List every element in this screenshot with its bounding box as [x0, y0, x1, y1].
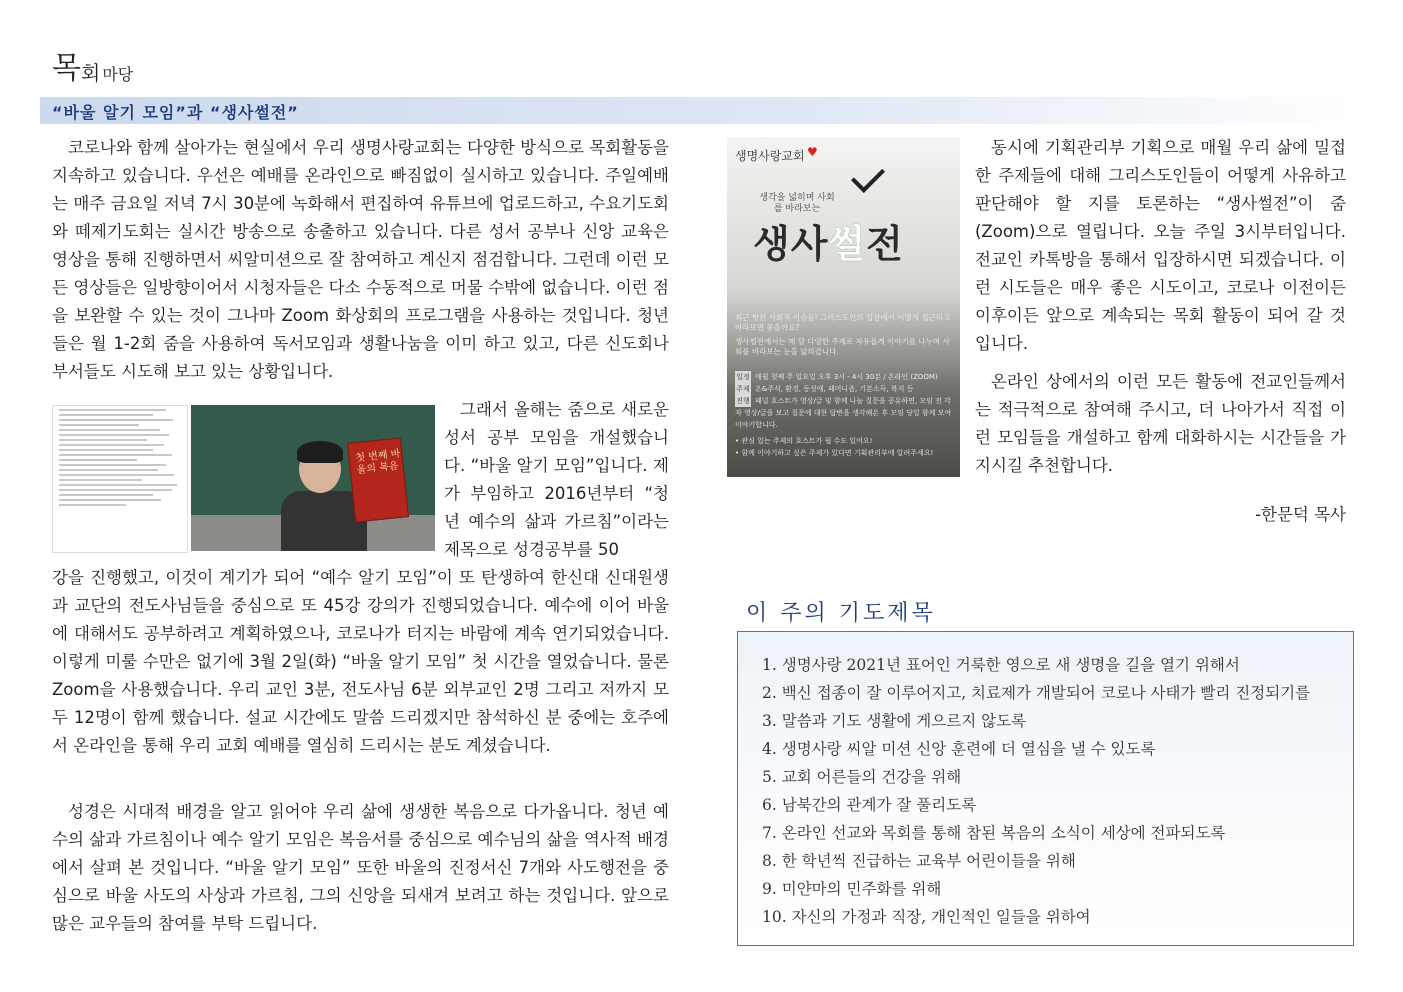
- article-subtitle: “바울 알기 모임”과 “생사썰전”: [52, 103, 299, 122]
- prayer-item: 1. 생명사랑 2021년 표어인 거룩한 영으로 새 생명을 길을 열기 위해서: [762, 656, 1240, 674]
- section-title-big: 목: [52, 51, 81, 86]
- prayer-box: [737, 631, 1354, 946]
- prayer-item: 10. 자신의 가정과 직장, 개인적인 일들을 위하여: [762, 908, 1091, 926]
- poster-tagline: 생각을 넓히며 사회를 바라보는: [759, 193, 835, 214]
- prayer-item: 7. 온라인 선교와 목회를 통해 참된 복음의 소식이 세상에 전파되도록: [762, 824, 1226, 842]
- poster-church-name: 생명사랑교회: [735, 149, 805, 163]
- prayer-item: 3. 말씀과 기도 생활에 게으르지 않도록: [762, 712, 1027, 730]
- prayer-item: 6. 남북간의 관계가 잘 풀리도록: [762, 796, 977, 814]
- section-title-mid: 회: [80, 61, 101, 85]
- article-paragraph-2-start: 그래서 올해는 줌으로 새로운 성서 공부 모임을 개설했습니다. “바울 알기 모임”입니다. 제가 부임하고 2016년부터 “청년 예수의 삶과 가르침”이라는 제목으로 성경공부를 50: [444, 400, 669, 559]
- prayer-item: 4. 생명사랑 씨알 미션 신앙 훈련에 더 열심을 낼 수 있도록: [762, 740, 1156, 758]
- article-paragraph-2-cont: 강을 진행했고, 이것이 계기가 되어 “예수 알기 모임”이 또 탄생하여 한신대 신대원생과 교단의 전도사님들을 중심으로 또 45강 강의가 진행되었습니다. 예수에 이어 바울에 대해서도 공부하려고 계획하였으나, 코로나가 터지는 바람에 계속 연기되었습니다. 이렇게 미룰 수만은 없기에 3월 2일(화) “바울 알기 모임” 첫 시간을 열었습니다. 물론 Zoom을 사용했습니다. 우리 교인 3분, 전도사님 6분 외부교인 2명 그리고 저까지 모두 12명이 함께 했습니다. 설교 시간에도 말씀 드리겠지만 참석하신 분 중에는 호주에서 온라인을 통해 우리 교회 예배를 열심히 드리시는 분도 계셨습니다.: [52, 568, 669, 755]
- prayer-item: 5. 교회 어른들의 건강을 위해: [762, 768, 962, 786]
- heart-icon: ♥: [807, 145, 818, 159]
- article-paragraph-1: 코로나와 함께 살아가는 현실에서 우리 생명사랑교회는 다양한 방식으로 목회활동을 지속하고 있습니다. 우선은 예배를 온라인으로 빠짐없이 실시하고 있습니다. 주일예배는 매주 금요일 저녁 7시 30분에 녹화해서 편집하여 유튜브에 업로드하고, 수요기도회와 떼제기도회는 실시간 방송으로 송출하고 있습니다. 다른 성서 공부나 신앙 교육은 영상을 통해 진행하면서 씨알미션으로 잘 참여하고 계신지 점검합니다. 그런데 이런 모든 영상들은 일방향이어서 시청자들은 다소 수동적으로 머물 수밖에 없습니다. 이런 점을 보완할 수 있는 것이 그나마 Zoom 화상회의 프로그램을 사용하는 것입니다. 청년들은 월 1-2회 줌을 사용하여 독서모임과 생활나눔을 이미 하고 있고, 다른 신도회나 부서들도 시도해 보고 있는 상황입니다.: [52, 138, 669, 381]
- poster-title: 생사썰전: [753, 222, 904, 266]
- section-title: [52, 50, 133, 88]
- article-paragraph-4: 동시에 기획관리부 기획으로 매월 우리 삶에 밀접한 주제들에 대해 그리스도인들이 어떻게 사유하고 판단해야 할 지를 토론하는 “생사썰전”이 줌(Zoom)으로 열립니다. 오늘 주일 3시부터입니다. 전교인 카톡방을 통해서 입장하시면 되겠습니다. 이런 시도들은 매우 좋은 시도이고, 코로나 이전이든 이후이든 앞으로 계속되는 목회 활동이 되어 갈 것입니다.: [975, 138, 1346, 353]
- poster-schedule: 일정 매월 첫째 주 일요일 오후 3시 - 4시 30분 / 온라인 (ZOOM) 주제 온&주식, 환경, 동성애, 페미니즘, 기본소득, 복지 등 진행 패널 호스트가 영상/글 및 함께 나눌 질문을 공유하면, 모임 전 각자 영상/글을 보고 질문에 대한 답변을 생각해온 후 모임 당일 함께 모여 이야기합니다. • 관심 있는 주제의 호스트가 될 수도 있어요! • 함께 이야기하고 싶은 주제가 있다면 기획관리부에 알려주세요!: [735, 373, 952, 457]
- prayer-item: 2. 백신 접종이 잘 이루어지고, 치료제가 개발되어 코로나 사태가 빨리 진정되기를: [762, 684, 1311, 702]
- article-paragraph-5: 온라인 상에서의 이런 모든 활동에 전교인들께서는 적극적으로 참여해 주시고, 더 나아가서 직접 이런 모임들을 개설하고 함께 대화하시는 시간들을 가지시길 추천합니다.: [975, 372, 1346, 475]
- bible-study-photo: [191, 405, 435, 551]
- subtitle-bar: [40, 97, 1352, 124]
- book-title: 첫 번째 바울의 복음: [355, 448, 401, 477]
- check-icon: [851, 159, 885, 193]
- prayer-item: 8. 한 학년씩 진급하는 교육부 어린이들을 위해: [762, 852, 1076, 870]
- poster-description: 최근 핫한 사회적 이슈들! 그리스도인의 입장에서 어떻게 접근하고 바라보면 좋을까요? 생사썰전에서는 매 달 다양한 주제로 자유롭게 이야기를 나누며 사회를 바라보는 눈을 넓혀갑니다.: [735, 313, 951, 356]
- prayer-heading: 이 주의 기도제목: [746, 601, 936, 626]
- prayer-list: [738, 632, 1353, 931]
- study-document-image: [52, 405, 188, 553]
- section-title-small: 마당: [102, 65, 134, 84]
- article-paragraph-3: 성경은 시대적 배경을 알고 읽어야 우리 삶에 생생한 복음으로 다가옵니다. 청년 예수의 삶과 가르침이나 예수 알기 모임은 복음서를 중심으로 예수님의 삶을 역사적 배경에서 살펴 본 것입니다. “바울 알기 모임” 또한 바울의 진정서신 7개와 사도행전을 중심으로 바울 사도의 사상과 가르침, 그의 신앙을 되새겨 보려고 하는 것입니다. 앞으로 많은 교우들의 참여를 부탁 드립니다.: [52, 802, 669, 933]
- author-signature: -한문덕 목사: [1255, 505, 1346, 524]
- article-right-column: [975, 134, 1346, 480]
- saengsa-debate-poster: [727, 137, 960, 477]
- book-cover: [347, 437, 409, 522]
- prayer-item: 9. 미얀마의 민주화를 위해: [762, 880, 942, 898]
